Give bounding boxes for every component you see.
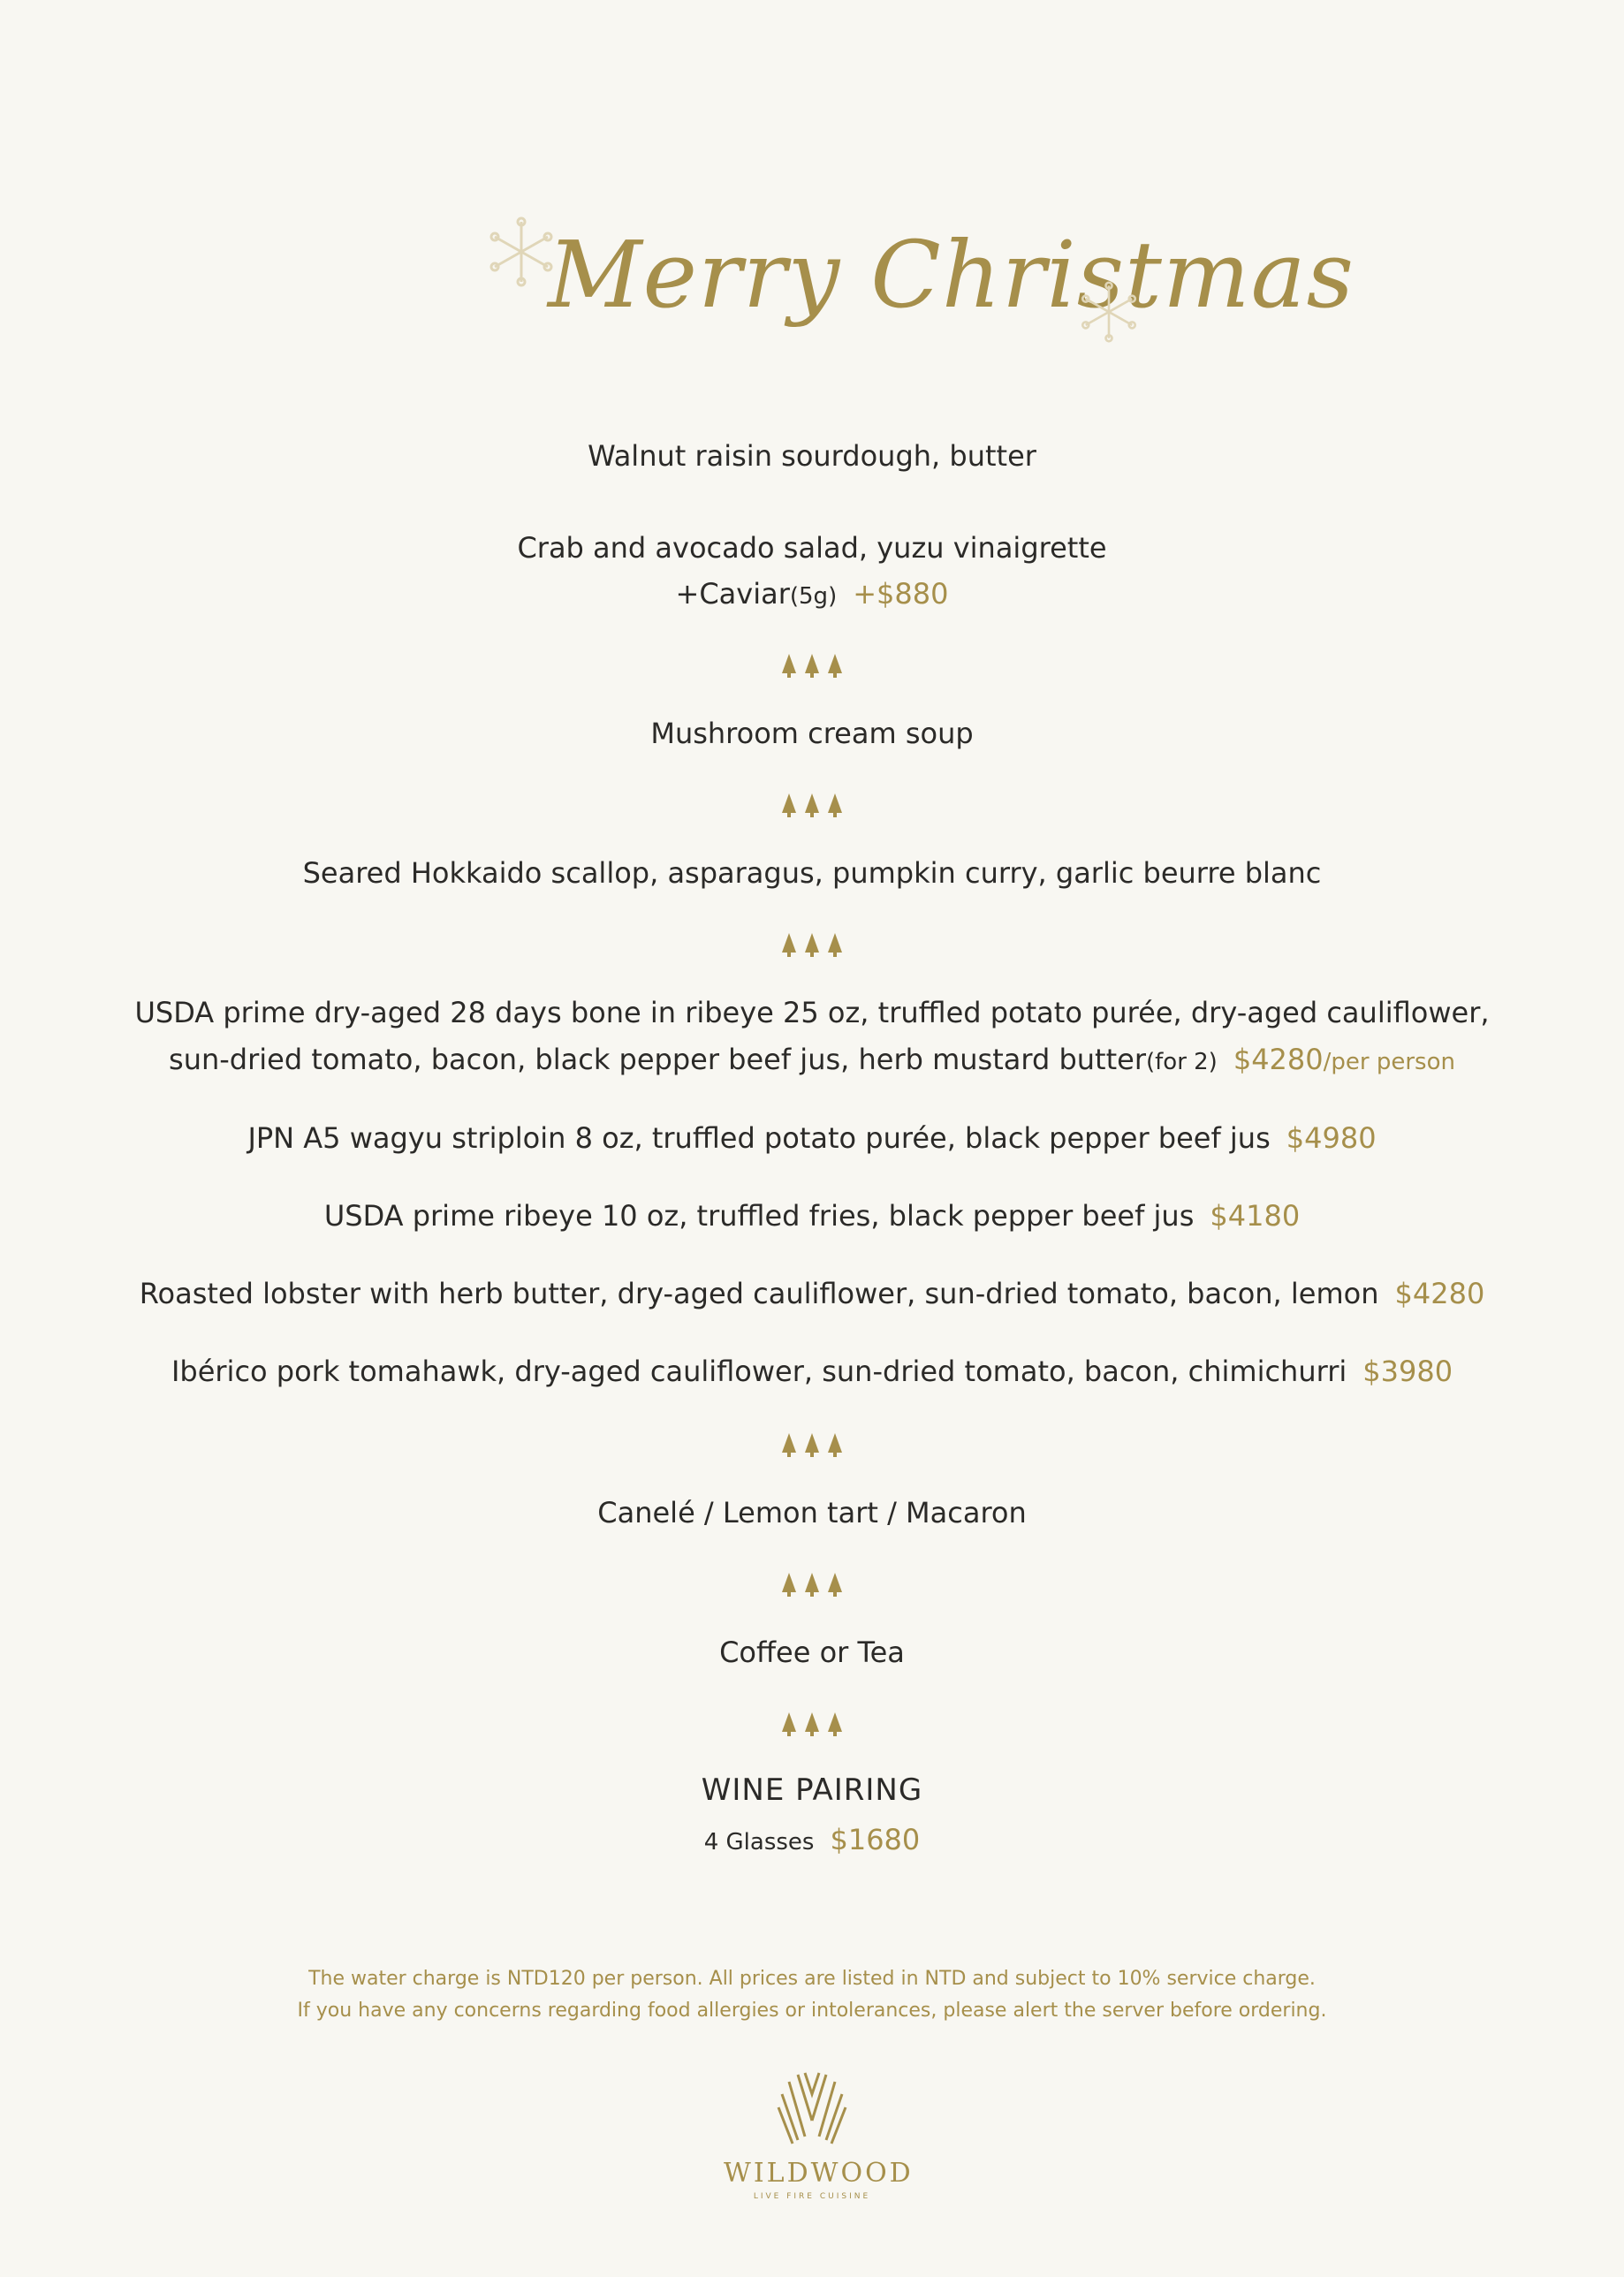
wine-pairing-title: WINE PAIRING [701,1772,923,1808]
caviar-price: +$880 [853,577,949,611]
menu-item-dessert: Canelé / Lemon tart / Macaron [597,1496,1027,1529]
note-service-charge: The water charge is NTD120 per person. All prices are listed in NTD and subject to 10% service charge. [308,1968,1316,1990]
divider-trees-5 [0,1571,1624,1598]
menu-item-soup: Mushroom cream soup [650,717,974,750]
christmas-trees-icon [778,792,846,818]
divider-trees-2 [0,792,1624,818]
menu-item-ribeye10 [0,1198,1624,1233]
christmas-trees-icon [778,652,846,679]
divider-trees-4 [0,1431,1624,1458]
christmas-trees-icon [778,1571,846,1598]
wildwood-emblem-icon [770,2068,854,2147]
wine-detail-text: 4 Glasses [703,1829,815,1856]
note-allergies: If you have any concerns regarding food allergies or intolerances, please alert the server before ordering. [297,2000,1327,2022]
lobster-text: Roasted lobster with herb butter, dry-aged cauliflower, sun-dried tomato, bacon, lemon [139,1277,1379,1310]
snowflake-right-icon [1078,281,1140,343]
wine-price: $1680 [830,1823,921,1856]
menu-item-drink: Coffee or Tea [719,1636,905,1669]
caviar-label: +Caviar [675,577,790,611]
menu-item-pork [0,1354,1624,1389]
menu-item-salad: Crab and avocado salad, yuzu vinaigrette [517,531,1107,565]
ribeye-unit: /per person [1323,1049,1455,1075]
wagyu-price: $4980 [1286,1121,1377,1155]
menu-item-bread: Walnut raisin sourdough, butter [588,439,1036,473]
caviar-qty: (5g) [789,583,838,610]
wine-pairing-detail [0,1822,1624,1860]
lobster-price: $4280 [1394,1277,1485,1310]
ribeye10-price: $4180 [1210,1199,1301,1233]
menu-item-caviar [0,576,1624,614]
divider-trees-1 [0,652,1624,679]
christmas-trees-icon [778,931,846,958]
ribeye-qty: (for 2) [1145,1049,1218,1075]
brand-logo [724,2068,914,2201]
snowflake-left-icon [486,216,557,287]
christmas-trees-icon [778,1431,846,1458]
divider-trees-6 [0,1711,1624,1737]
wagyu-text: JPN A5 wagyu striploin 8 oz, truffled potato purée, black pepper beef jus [247,1121,1271,1155]
page-title: Merry Christmas [548,221,1355,329]
menu-item-wagyu [0,1120,1624,1156]
logo-tagline: LIVE FIRE CUISINE [753,2192,871,2201]
menu-item-scallop: Seared Hokkaido scallop, asparagus, pumpkin curry, garlic beurre blanc [302,856,1322,890]
ribeye-price: $4280 [1233,1043,1324,1076]
menu-item-ribeye-line2 [0,1042,1624,1080]
menu-item-lobster [0,1276,1624,1311]
ribeye10-text: USDA prime ribeye 10 oz, truffled fries, black pepper beef jus [323,1199,1195,1233]
pork-text: Ibérico pork tomahawk, dry-aged cauliflower, sun-dried tomato, bacon, chimichurri [171,1355,1347,1388]
ribeye-line2-text: sun-dried tomato, bacon, black pepper beef jus, herb mustard butter [169,1043,1146,1076]
pork-price: $3980 [1362,1355,1453,1388]
menu-item-ribeye-line1: USDA prime dry-aged 28 days bone in ribeye 25 oz, truffled potato purée, dry-aged cauliflower, [134,996,1490,1029]
divider-trees-3 [0,931,1624,958]
christmas-trees-icon [778,1711,846,1737]
menu-header [477,203,1355,362]
logo-wordmark: WILDWOOD [724,2158,914,2189]
